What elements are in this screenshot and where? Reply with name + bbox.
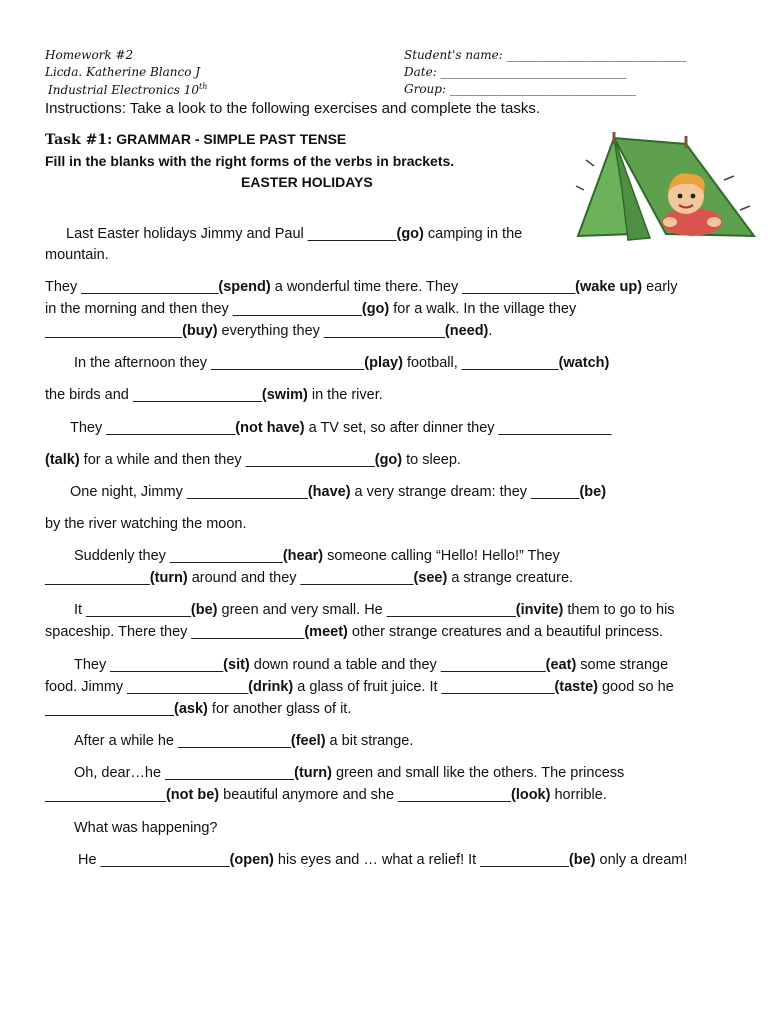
verb-hint: (buy)	[182, 323, 218, 339]
verb-hint: (wake up)	[575, 279, 643, 295]
course-name	[48, 82, 207, 97]
verb-hint: (not be)	[165, 787, 220, 803]
story-line	[45, 570, 573, 586]
story-text-segment: It _____________	[74, 602, 191, 618]
group-field: Group: _______________________________	[404, 82, 636, 96]
story-line	[70, 420, 611, 436]
verb-hint: (not have)	[235, 420, 305, 436]
verb-hint: (feel)	[290, 733, 326, 749]
verb-hint: (have)	[307, 484, 351, 500]
story-line	[45, 679, 674, 695]
story-text-segment: by the river watching the moon.	[45, 516, 247, 532]
story-text-segment: early	[642, 279, 678, 295]
story-text-segment: camping in the	[423, 226, 523, 242]
story-text-segment: After a while he ______________	[74, 733, 291, 749]
task-label: Task #1:	[45, 132, 113, 148]
story-text-segment: in the morning and then they ________________	[45, 301, 362, 317]
story-line	[66, 226, 522, 242]
date-field: Date: _______________________________	[404, 65, 627, 79]
story-text-segment: Suddenly they ______________	[74, 548, 283, 564]
story-line	[45, 516, 247, 532]
story-text-segment: He ________________	[78, 852, 230, 868]
course-sup: th	[198, 82, 208, 91]
story-line	[45, 301, 576, 317]
story-text-segment: around and they ______________	[187, 570, 414, 586]
story-text-segment: Oh, dear…he ________________	[74, 765, 295, 781]
verb-hint: (look)	[510, 787, 551, 803]
verb-hint: (spend)	[218, 279, 271, 295]
teacher-name: Licda. Katherine Blanco J	[45, 65, 201, 79]
story-text-segment: _______________	[45, 787, 166, 803]
story-text-segment: green and small like the others. The princess	[331, 765, 625, 781]
story-text-segment: food. Jimmy _______________	[45, 679, 249, 695]
verb-hint: (go)	[396, 226, 424, 242]
verb-hint: (sit)	[223, 657, 250, 673]
story-line	[78, 852, 687, 868]
story-line	[74, 765, 624, 781]
story-text-segment: beautiful anymore and she ______________	[219, 787, 511, 803]
student-name-field: Student's name: ______________________________	[404, 48, 687, 62]
story-line	[74, 733, 413, 749]
story-text-segment: his eyes and … what a relief! It ___________	[273, 852, 569, 868]
story-line	[74, 820, 218, 836]
story-text-segment: for another glass of it.	[207, 701, 352, 717]
verb-hint: (need)	[444, 323, 489, 339]
story-text-segment: They _________________	[45, 279, 219, 295]
story-text-segment: They ________________	[70, 420, 236, 436]
story-line	[45, 624, 663, 640]
story-text-segment: a glass of fruit juice. It ______________	[293, 679, 555, 695]
story-line	[45, 247, 109, 263]
story-text-segment: spaceship. There they ______________	[45, 624, 305, 640]
verb-hint: (be)	[190, 602, 218, 618]
story-text-segment: horrible.	[550, 787, 607, 803]
story-text-segment: football, ____________	[402, 355, 559, 371]
story-text-segment: They ______________	[74, 657, 224, 673]
verb-hint: (play)	[364, 355, 403, 371]
verb-hint: (be)	[568, 852, 596, 868]
verb-hint: (eat)	[545, 657, 577, 673]
story-line	[74, 355, 609, 371]
story-line	[74, 548, 560, 564]
story-text-segment: for a while and then they ________________	[79, 452, 375, 468]
story-line	[74, 602, 675, 618]
verb-hint: (turn)	[149, 570, 188, 586]
story-text-segment: to sleep.	[402, 452, 461, 468]
story-text-segment: other strange creatures and a beautiful princess.	[347, 624, 664, 640]
verb-hint: (see)	[413, 570, 448, 586]
story-line	[45, 701, 351, 717]
story-line	[45, 452, 461, 468]
story-text-segment: them to go to his	[563, 602, 675, 618]
story-text-segment: One night, Jimmy _______________	[70, 484, 308, 500]
verb-hint: (be)	[579, 484, 607, 500]
story-line	[45, 787, 607, 803]
verb-hint: (go)	[361, 301, 390, 317]
course-text: Industrial Electronics 10	[48, 83, 199, 97]
verb-hint: (open)	[229, 852, 274, 868]
story-text-segment: .	[488, 323, 493, 339]
verb-hint: (go)	[374, 452, 403, 468]
task-subtitle: Fill in the blanks with the right forms of the verbs in brackets.	[45, 153, 455, 169]
task-heading	[45, 131, 346, 148]
story-text-segment: _____________	[45, 570, 150, 586]
story-line	[74, 657, 668, 673]
story-text-segment: green and very small. He ________________	[217, 602, 516, 618]
story-text-segment: a strange creature.	[447, 570, 574, 586]
verb-hint: (turn)	[294, 765, 332, 781]
story-text-segment: a bit strange.	[325, 733, 414, 749]
story-text-segment: for a walk. In the village they	[389, 301, 577, 317]
story-text-segment: only a dream!	[595, 852, 688, 868]
verb-hint: (taste)	[554, 679, 598, 695]
story-text-segment: down round a table and they _____________	[249, 657, 546, 673]
story-text-segment: everything they _______________	[217, 323, 445, 339]
story-text-segment: in the river.	[307, 387, 383, 403]
story-line	[70, 484, 606, 500]
story-title: EASTER HOLIDAYS	[241, 174, 373, 190]
story-line	[45, 323, 492, 339]
story-text-segment: a wonderful time there. They ______________	[270, 279, 576, 295]
verb-hint: (invite)	[515, 602, 564, 618]
homework-label: Homework #2	[45, 48, 134, 62]
task-title: GRAMMAR - SIMPLE PAST TENSE	[116, 131, 347, 147]
story-text-segment: someone calling “Hello! Hello!” They	[323, 548, 560, 564]
story-text-segment: In the afternoon they ___________________	[74, 355, 365, 371]
story-text-segment: good so he	[597, 679, 674, 695]
story-text-segment: Last Easter holidays Jimmy and Paul ___________	[66, 226, 397, 242]
verb-hint: (meet)	[304, 624, 348, 640]
story-text-segment: _________________	[45, 323, 183, 339]
verb-hint: (swim)	[261, 387, 308, 403]
story-line	[45, 387, 383, 403]
story-text-segment: mountain.	[45, 247, 109, 263]
verb-hint: (ask)	[174, 701, 208, 717]
instructions: Instructions: Take a look to the following exercises and complete the tasks.	[45, 100, 540, 117]
story-text-segment: a very strange dream: they ______	[350, 484, 580, 500]
story-text-segment: some strange	[576, 657, 669, 673]
verb-hint: (watch)	[558, 355, 610, 371]
story-text-segment: a TV set, so after dinner they ______________	[304, 420, 612, 436]
verb-hint: (talk)	[45, 452, 80, 468]
story-text-segment: the birds and ________________	[45, 387, 262, 403]
story-text-segment: What was happening?	[74, 820, 218, 836]
verb-hint: (drink)	[248, 679, 294, 695]
tent-illustration	[574, 130, 758, 246]
story-text-segment: ________________	[45, 701, 175, 717]
verb-hint: (hear)	[282, 548, 324, 564]
story-line	[45, 279, 678, 295]
